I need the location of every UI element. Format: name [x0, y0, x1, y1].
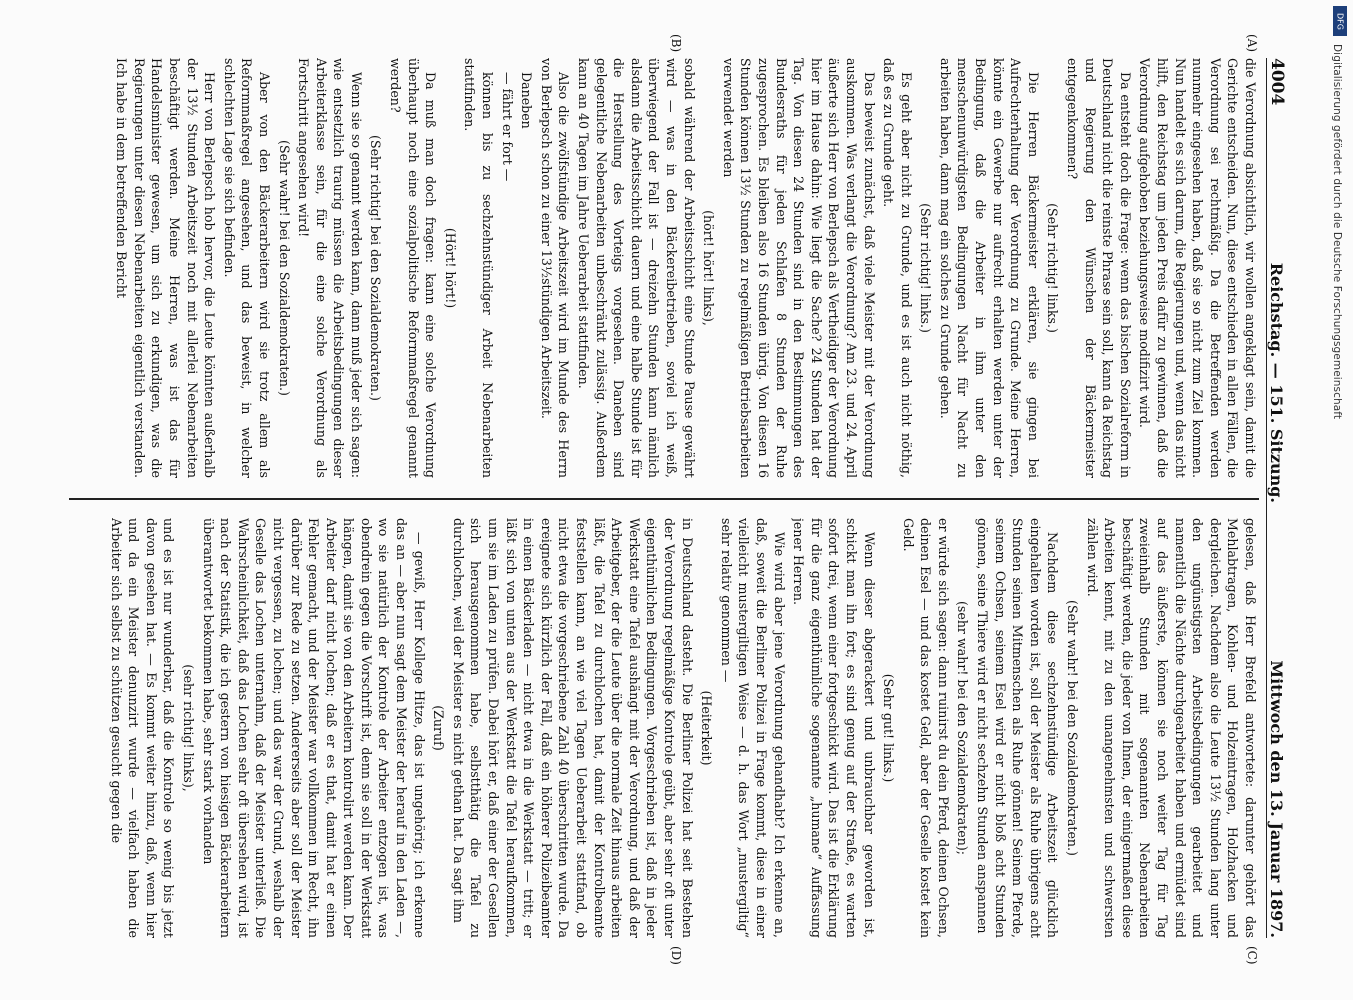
left-column-paragraph: Aber von den Bäckerarbeitern wird sie trotz allem als Reformmaßregel angesehen, und das beweist, in welcher schlechten Lage sie sich befinden.	[221, 58, 272, 478]
session-date: Mittwoch den 13. Januar 1897.	[1267, 660, 1286, 938]
left-column-paragraph: Wenn sie so genannt werden kann, dann muß jeder sich sagen: wie entsetzlich traurig müssen die Arbeitsbedingungen dieser Arbeiterklasse sein, für die eine solche Verordnung als Fortschritt angesehen wird!	[296, 58, 364, 478]
left-column-paragraph: (hört! hört! links),	[701, 210, 717, 326]
dfg-logo: DFG	[1333, 6, 1347, 36]
left-column-paragraph: Herr von Berlepsch hob hervor, die Leute könnten außerhalb der 13½ Stunden Arbeitszeit noch mit allerlei Nebenarbeiten beschäftigt werden. Meine Herren, was ist das für Handelsminister gewesen, um sich zu erkundigen, was die Regierungen unter diesen Nebenarbeiten eigentlich verstanden. Ich habe in dem betreffenden Bericht	[114, 58, 218, 478]
left-column-paragraph: Das beweist zunächst, daß viele Meister mit der Verordnung auskommen. Was verlangt die Verordnung? Am 23. und 24. April äußerte sich Herr von Berlepsch als Vertheidiger der Verordnung hier im Hause dahin: Wie liegt die Sache? 24 Stunden hat der Tag. Von diesen 24 Stunden sind in den Bestimmungen des Bundesraths für jeden Schlafen 8 Stunden der Ruhe zugesprochen. Es bleiben also 16 Stunden übrig. Von diesen 16 Stunden können 13½ Stunden zu regelmäßigen Betriebsarbeiten verwendet werden	[720, 58, 877, 478]
column-divider	[69, 498, 1259, 500]
right-column-paragraph: (Heiterkeit)	[699, 690, 715, 766]
left-column-paragraph: Da entsteht doch die Frage: wenn das bischen Sozialreform in Deutschland nicht die reinste Phrase sein soll, kann da Reichstag und Regierung den Wünschen der Bäckermeister entgegenkommen?	[1065, 58, 1133, 478]
margin-marker-b: (B)	[669, 34, 683, 53]
left-column-paragraph: (Hört! hört!)	[442, 227, 458, 309]
right-column	[69, 518, 1259, 938]
right-column-paragraph: (Sehr gut! links.)	[881, 673, 897, 783]
margin-marker-a: (A)	[1245, 34, 1259, 53]
right-column-paragraph: (Zuruf)	[431, 705, 447, 751]
left-column-paragraph: (Sehr richtig! bei den Sozialdemokraten.)	[368, 135, 384, 401]
right-column-paragraph: (sehr richtig! links),	[180, 664, 196, 792]
left-column	[69, 58, 1259, 478]
left-column-paragraph: (Sehr richtig! links.)	[1045, 203, 1061, 333]
right-column-paragraph: Nachdem diese sechzehnstündige Arbeitszeit glücklich eingehalten worden ist, soll der Meister als Ruhe übrigens acht Stunden seinen Mitmenschen als Ruhe gönnen! Seinem Pferde, seinem Ochsen, seinem Esel wird er nicht bloß acht Stunden gönnen, seine Thiere wird er nicht sechzehn Stunden anspannen	[975, 518, 1061, 938]
right-column-paragraph: Wie wird aber jene Verordnung gehandhabt? Ich erkenne an, daß, soweit die Berliner Polizei in Frage kommt, diese in einer vielleicht mustergiltigen Weise — d. h. das Wort „mustergiltig“ sehr relativ genommen —	[718, 518, 787, 938]
right-column-paragraph: gelesen, daß Herr Brefeld antwortete: darunter gehört das Mehlabtragen, Kohlen- und Holzeintragen, Holzhacken und dergleichen. Nachdem also die Leute 13½ Stunden lang unter den ungünstigsten Arbeitsbedingungen gearbeitet und namentlich die Nächte durchgearbeitet haben und ermüdet sind auf das äußerste, können sie noch weiter Tag für Tag zweieinhalb Stunden mit sogenannten Nebenarbeiten beschäftigt werden, die jeder von Ihnen, der einigermaßen diese Arbeiten kennt, mit zu den unangenehmsten und schwersten zählen wird.	[1084, 518, 1258, 938]
right-column-paragraph: (Sehr wahr! bei den Sozialdemokraten.)	[1065, 600, 1081, 856]
right-column-paragraph: (sehr wahr! bei den Sozialdemokraten);	[955, 600, 971, 855]
left-column-paragraph: — fährt er fort —	[499, 72, 515, 182]
page-body	[63, 34, 1293, 965]
left-column-paragraph: Also die zwölfstündige Arbeitszeit wird im Munde des Herrn von Berlepsch schon zu einer 13½stündigen Arbeitszeit.	[538, 58, 572, 478]
margin-marker-d: (D)	[669, 946, 683, 965]
left-column-paragraph: können bis zu sechzehnstündiger Arbeit Nebenarbeiten stattfinden.	[462, 58, 496, 478]
right-column-paragraph: Wenn dieser abgerackert und unbrauchbar geworden ist, schickt man ihn fort; es sind genug auf der Straße, es warten sofort drei, wenn einer fortgeschickt wird. Das ist die Erklärung für die ganz eigenthümliche sogenannte „humane“ Auffassung jener Herren.	[791, 518, 877, 938]
right-column-paragraph: er würde sich sagen: dann ruinirst du dein Pferd, deinen Ochsen, deinen Esel — und das kostet Geld, aber der Geselle kostet kein Geld.	[900, 518, 951, 938]
left-column-paragraph: Daneben	[519, 72, 535, 129]
right-column-paragraph: in Deutschland dasteht. Die Berliner Polizei hat seit Bestehen der Verordnung regelmäßige Kontrole geübt, aber sehr oft unter eigenthümlichen Bedingungen. Vorgeschrieben ist, daß in jeder Werkstatt eine Tafel aushängt mit der Verordnung, und daß der Arbeitgeber, der die Leute über die normale Zeit hinaus arbeiten läßt, die Tafel zu durchlochen hat, damit der Kontrolbeamte feststellen kann, an wie viel Tagen Ueberarbeit stattfand, ob nicht etwa die vorgeschriebene Zahl 40 überschritten wurde. Da ereignete sich kürzlich der Fall, daß ein höherer Polizeibeamter in einen Bäckerladen — nicht etwa in die Werkstatt — tritt; er läßt sich von unten aus der Werkstatt die Tafel heraufkommen, um sie im Laden zu prüfen. Dabei hört er, daß einer der Gesellen sich herausgenommen habe, selbstthätig die Tafel zu durchlochen, weil der Meister es nicht gethan hat. Da sagt ihm	[450, 518, 695, 938]
page-header	[1266, 58, 1293, 938]
session-title: Reichstag. — 151. Sitzung.	[1267, 262, 1286, 503]
left-column-paragraph: die Verordnung absichtlich, wir wollen angeklagt sein, damit die Gerichte entscheiden. Nun, diese entschieden in allen Fällen, die Verordnung sei rechtmäßig. Da die Betreffenden werden nunmehr eingesehen haben, daß sie so nicht zum Ziel kommen. Nun handelt es sich darum, die Regierungen und, wenn das nicht hilft, den Reichstag um jeden Preis dafür zu gewinnen, daß die Verordnung aufgehoben beziehungsweise modifizirt wird.	[1137, 58, 1258, 478]
right-column-paragraph: und es ist nur wunderbar, daß die Kontrole so wenig bis jetzt davon gesehen hat. — Es kommt weiter hinzu, daß, wenn hier und da ein Meister denunzirt wurde — vielfach haben die Arbeiter sich selbst zu schützen gesucht gegen die	[108, 518, 177, 938]
left-column-paragraph: (Sehr richtig! links.)	[918, 203, 934, 333]
left-column-paragraph: Die Herren Bäckermeister erklären, sie gingen bei Aufrechterhaltung der Verordnung zu Grunde. Meine Herren, könnte ein Gewerbe nur aufrecht erhalten werden unter der Bedingung, daß die Arbeiter in ihm unter den menschenunwürdigsten Bedingungen Nacht für Nacht zu arbeiten haben, dann mag ein solches zu Grunde gehen.	[937, 58, 1041, 478]
page-number: 4004	[1267, 58, 1287, 106]
left-column-paragraph: (Sehr wahr! bei den Sozialdemokraten.)	[276, 140, 292, 396]
left-column-paragraph: sobald während der Arbeitsschicht eine Stunde Pause gewährt wird — was in den Bäckereibetrieben, soviel ich weiß, überwiegend der Fall ist — dreizehn Stunden kann nämlich alsdann die Arbeitsschicht dauern und eine halbe Stunde ist für die Herstellung des Vorteigs vorgesehen. Daneben sind gelegentliche Nebenarbeiten unbeschränkt zulässig. Außerdem kann an 40 Tagen im Jahre Ueberarbeit stattfinden.	[576, 58, 697, 478]
margin-marker-c: (C)	[1245, 946, 1259, 965]
left-column-paragraph: Es geht aber nicht zu Grunde, und es ist auch nicht nöthig, daß es zu Grunde geht.	[881, 58, 914, 478]
right-column-paragraph: — gewiß, Herr Kollege Hitze, das ist ungehörig; ich erkenne das an — aber nun sagt dem Meister der herauf in den Laden —, wo sie natürlich der Kontrole der Arbeiter entzogen ist, was obendrein gegen die Vorschrift ist, denn sie soll in der Werkstatt hängen, damit sie von den Arbeitern kontrolirt werden kann. Der Arbeiter darf nicht lochen; daß er es that, damit hat er einen Fehler gemacht, und der Meister war vollkommen im Recht, ihn darüber zur Rede zu setzen. Andererseits aber soll der Meister nicht vergessen, zu lochen; und das war der Grund, weshalb der Geselle das Lochen unternahm, daß der Meister unterließ. Die Wahrscheinlichkeit, daß das Lochen sehr oft übersehen wird, ist nach der Statistik, die ich gestern von hiesigen Bäckerarbeitern überantwortet bekommen habe, sehr stark vorhanden	[200, 518, 427, 938]
left-column-paragraph: Da muß man doch fragen: kann eine solche Verordnung überhaupt noch eine sozialpolitische Reformmaßregel genannt werden?	[388, 58, 439, 478]
digitization-note: Digitalisierung gefördert durch die Deutsche Forschungsgemeinschaft	[1331, 44, 1343, 420]
